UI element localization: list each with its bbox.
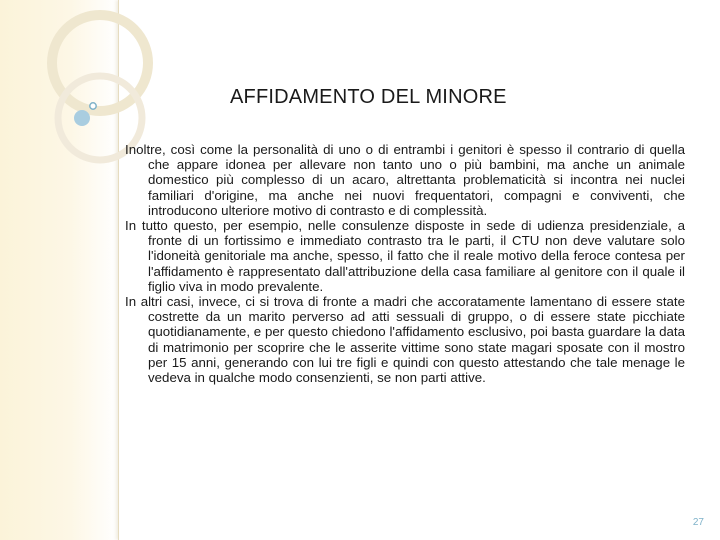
paragraph-1: Inoltre, così come la personalità di uno o di entrambi i genitori è spesso il contrario di quella che appare idonea per allevare non tanto uno o più bambini, ma anche un animale domestico più complesso di un acaro, altrettanta problematicità si incontra nei nuclei familiari d'origine, ma anche nei nuovi frequentatori, compagni e conviventi, che introducono ulteriore motivo di contrasto e di complessità. (125, 142, 685, 218)
blue-dot-decoration (74, 110, 90, 126)
paragraph-2: In tutto questo, per esempio, nelle consulenze disposte in sede di udienza presidenziale, a fronte di un fortissimo e immediato contrasto tra le parti, il CTU non deve valutare solo l'idoneità genitoriale ma anche, spesso, il fatto che il reale motivo della feroce contesa per l'affidamento è rappresentato dall'attribuzione della casa familiare al genitore con il quale il figlio viva in modo prevalente. (125, 218, 685, 294)
small-blue-dot-decoration (90, 103, 96, 109)
paragraph-3: In altri casi, invece, ci si trova di fronte a madri che accoratamente lamentano di essere state costrette da un marito perverso ad atti sessuali di gruppo, o di essere state picchiate quotidianamente, e per questo chiedono l'affidamento esclusivo, poi basta guardare la data di matrimonio per scoprire che le asserite vittime sono state magari sposate con il mostro per 15 anni, generando con lui tre figli e quindi con questo attestando che tale menage le vedeva in qualche modo consenzienti, se non parti attive. (125, 294, 685, 386)
slide-body (125, 142, 685, 385)
slide-title: AFFIDAMENTO DEL MINORE (230, 86, 507, 108)
page-number: 27 (692, 517, 704, 528)
